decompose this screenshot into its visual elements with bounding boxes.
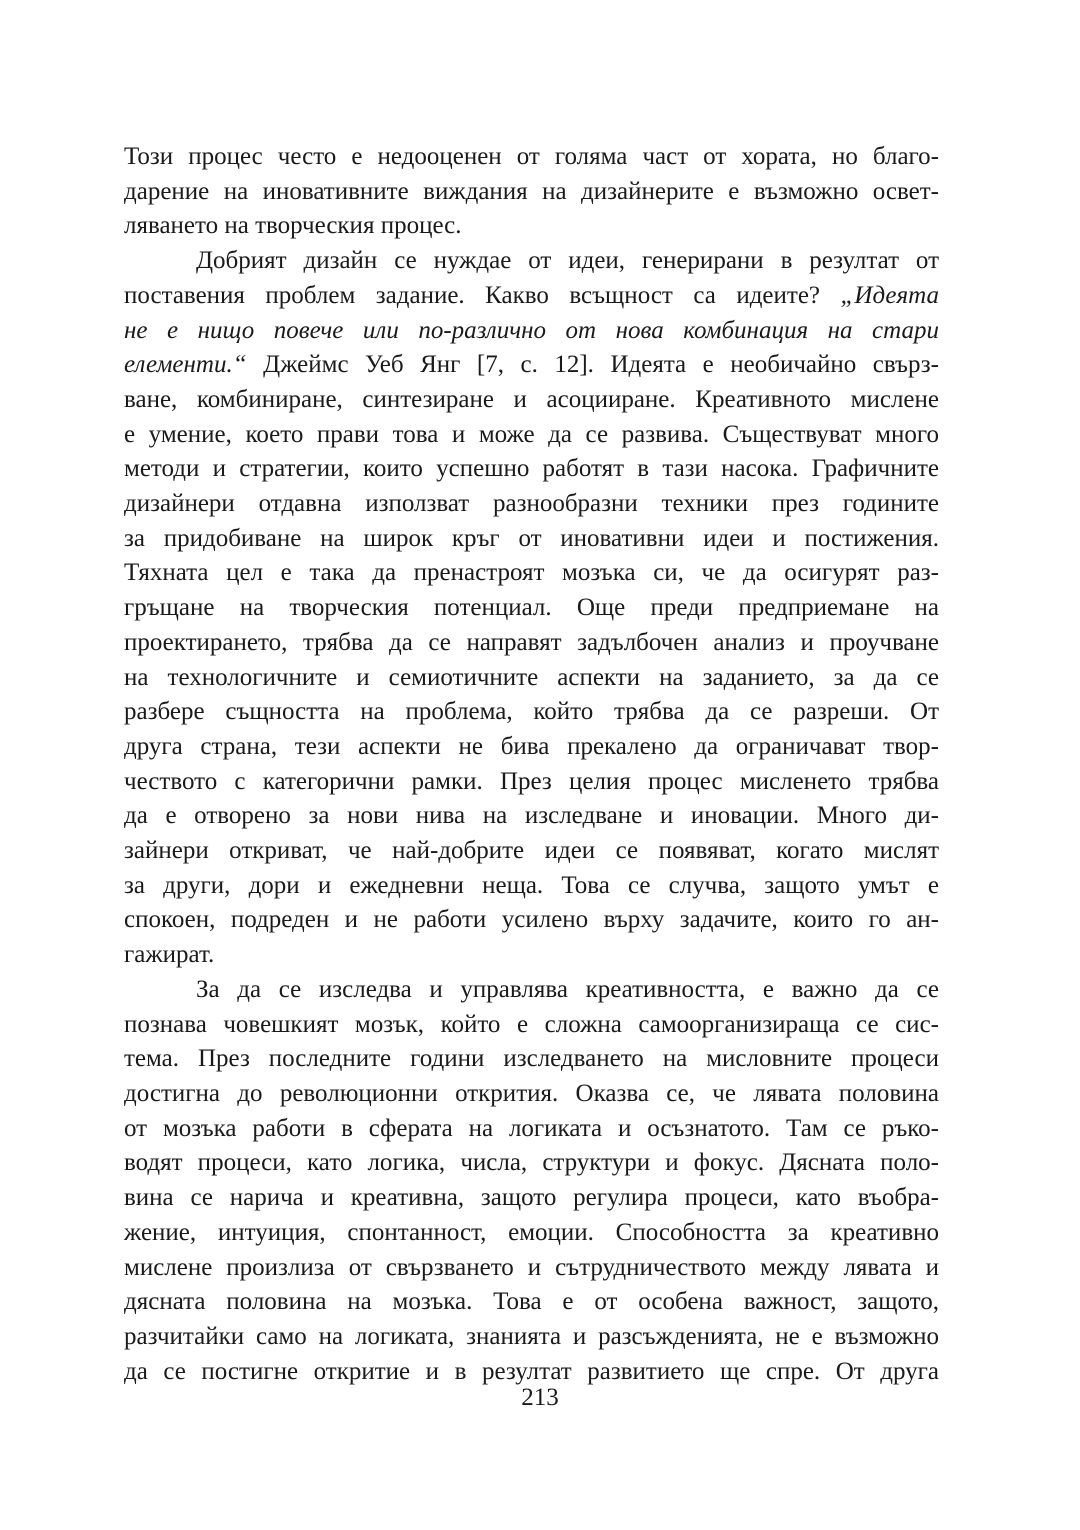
text-line: зайнери откриват, че най-добрите идеи се появяват, когато мислят (124, 837, 939, 865)
text-line: дясната половина на мозъка. Това е от особена важност, защото, (124, 1288, 939, 1316)
text-line: проектирането, трябва да се направят задълбочен анализ и проучване (124, 628, 939, 656)
text-line: За да се изследва и управлява креативността, е важно да се (196, 975, 939, 1003)
text-line: Този процес често е недооценен от голяма част от хората, но благо- (124, 143, 939, 170)
body-text (124, 140, 939, 1389)
text-line: чеството с категорични рамки. През целия процес мисленето трябва (124, 767, 939, 795)
text-line: тема. През последните години изследването на мисловните процеси (124, 1045, 939, 1073)
text-line: е умение, което прави това и може да се развива. Съществуват много (124, 420, 939, 448)
text-line: гажират. (124, 941, 215, 969)
text-line: на технологичните и семиотичните аспекти на заданието, за да се (124, 663, 939, 691)
quote-line: не е нищо повече или по-различно от нова комбинация на стари (124, 316, 939, 344)
text-line: достигна до революционни открития. Оказва се, че лявата половина (124, 1079, 939, 1107)
text-line: Тяхната цел е така да пренастроят мозъка си, че да осигурят раз- (124, 559, 939, 587)
text-segment: поставения проблем задание. Какво всъщност са идеите? (124, 281, 841, 309)
text-line: Добрият дизайн се нуждае от идеи, генерирани в резултат от (196, 247, 939, 275)
text-segment: Джеймс Уеб Янг [7, с. 12]. Идеята е необичайно свърз- (246, 351, 939, 379)
text-line: да се постигне откритие и в резултат развитието ще спре. От друга (124, 1357, 939, 1385)
text-line: дарение на иновативните виждания на дизайнерите е възможно освет- (124, 177, 939, 205)
paragraph-2 (124, 244, 939, 973)
text-line: гръщане на творческия потенциал. Още преди предприемане на (124, 594, 939, 622)
text-line: за придобиване на широк кръг от иновативни идеи и постижения. (124, 524, 939, 552)
text-line (124, 348, 939, 383)
text-line: да е отворено за нови нива на изследване и иновации. Много ди- (124, 802, 939, 830)
text-line: ване, комбиниране, синтезиране и асоцииране. Креативното мислене (124, 385, 939, 413)
page-number: 213 (521, 1384, 559, 1411)
text-line: вина се нарича и креативна, защото регулира процеси, като въобра- (124, 1184, 939, 1212)
text-line: друга страна, тези аспекти не бива прекалено да ограничават твор- (124, 732, 939, 760)
paragraph-1 (124, 140, 939, 244)
text-line: от мозъка работи в сферата на логиката и осъзнатото. Там се ръко- (124, 1114, 939, 1142)
text-line: водят процеси, като логика, числа, структури и фокус. Дясната поло- (124, 1149, 939, 1177)
text-line: жение, интуиция, спонтанност, емоции. Способността за креативно (124, 1218, 939, 1246)
text-line: ляването на творческия процес. (124, 212, 462, 240)
text-line: мислене произлиза от свързването и сътрудничеството между лявата и (124, 1253, 939, 1281)
text-line: познава човешкият мозък, който е сложна самоорганизираща се сис- (124, 1010, 939, 1038)
text-line: методи и стратегии, които успешно работят в тази насока. Графичните (124, 455, 939, 483)
quote-end: елементи.“ (124, 351, 247, 379)
text-line: разчитайки само на логиката, знанията и разсъжденията, не е възможно (124, 1322, 939, 1350)
paragraph-3 (124, 973, 939, 1389)
quote-start: „Идеята (840, 281, 939, 309)
text-line: дизайнери отдавна използват разнообразни техники през годините (124, 490, 939, 518)
text-line: разбере същността на проблема, който трябва да се разреши. От (124, 698, 939, 726)
text-line (124, 279, 939, 314)
text-line: за други, дори и ежедневни неща. Това се случва, защото умът е (124, 871, 939, 899)
text-line: спокоен, подреден и не работи усилено върху задачите, които го ан- (124, 906, 939, 934)
